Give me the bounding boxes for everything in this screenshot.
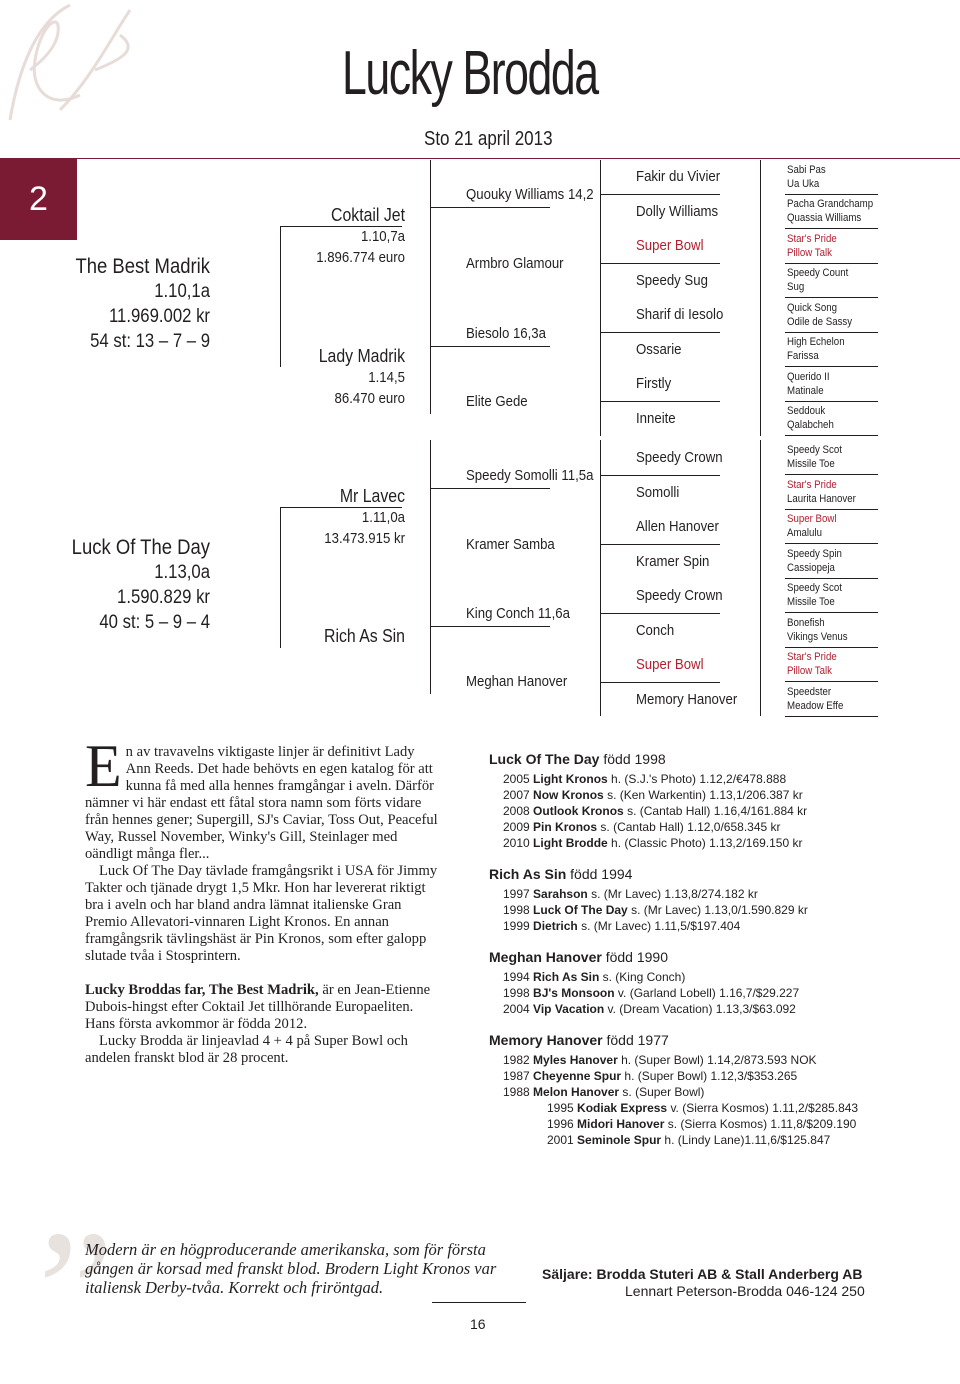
gen5-pair (787, 650, 837, 678)
gen5-sire: Star's Pride (787, 651, 837, 663)
produce-line (547, 1100, 929, 1116)
produce-heading (489, 866, 929, 882)
article-paragraph (85, 982, 440, 1033)
offspring-details: h. (Super Bowl) 1.12,3/$353.265 (624, 1069, 798, 1083)
gen4-horse: Super Bowl (636, 656, 704, 673)
offspring-name: Sarahson (533, 887, 588, 901)
offspring-year: 2001 (547, 1133, 574, 1147)
gen5-dam: Vikings Venus (787, 631, 848, 643)
pedigree-line (785, 474, 878, 475)
offspring-name: Light Kronos (533, 772, 608, 786)
offspring-details: v. (Dream Vacation) 1.13,3/$63.092 (607, 1002, 796, 1016)
seller-name: Säljare: Brodda Stuteri AB & Stall Anderberg AB (542, 1266, 863, 1282)
article-bold-lead: Lucky Broddas far, The Best Madrik, (85, 982, 319, 998)
pedigree-line (430, 440, 431, 694)
produce-line (503, 1084, 929, 1100)
offspring-name: Melon Hanover (533, 1085, 620, 1099)
produce-line (503, 918, 929, 934)
offspring-year: 1997 (503, 887, 530, 901)
horse-earnings: 1.896.774 euro (316, 249, 405, 266)
drop-cap: E (85, 733, 122, 799)
produce-line (503, 1068, 929, 1084)
produce-line (503, 787, 929, 803)
gen5-pair (787, 232, 837, 260)
offspring-name: Kodiak Express (577, 1101, 668, 1115)
produce-line (503, 902, 929, 918)
pedigree-line (785, 435, 878, 436)
gen3-horse: Quouky Williams 14,2 (466, 186, 594, 203)
offspring-name: BJ's Monsoon (533, 986, 615, 1000)
gen3-horse: Meghan Hanover (466, 673, 568, 690)
produce-heading (489, 1032, 929, 1048)
horse-record: 1.14,5 (368, 369, 405, 386)
gen4-horse: Sharif di Iesolo (636, 306, 724, 323)
pedigree-line (785, 401, 878, 402)
horse-earnings: 13.473.915 kr (324, 530, 405, 547)
offspring-name: Midori Hanover (577, 1117, 665, 1131)
gen5-sire: Speedster (787, 686, 832, 698)
gen4-horse: Kramer Spin (636, 553, 710, 570)
article-paragraph: n av travavelns viktigaste linjer är definitivt Lady Ann Reeds. Det hade behövts en egen katalog för att kunna få med alla hennes framgångar i aveln. Därför nämner vi här endast ett fåtal stora namn som förts vidare från hennes gener; Supergill, SJ's Caviar, Toss Out, Peaceful Way, Russel November, Winky's Gill, Steinlager med oändligt många fler... (85, 744, 438, 862)
header-divider (0, 158, 960, 159)
gen5-pair (787, 478, 856, 506)
pedigree-line (785, 543, 878, 544)
produce-line (503, 803, 929, 819)
offspring-year: 2008 (503, 804, 530, 818)
pedigree-line (785, 297, 878, 298)
seller-contact: Lennart Peterson-Brodda 046-124 250 (625, 1283, 865, 1299)
gen5-pair (787, 335, 845, 363)
pedigree-line (785, 681, 878, 682)
pedigree-line (430, 488, 550, 489)
offspring-year: 2007 (503, 788, 530, 802)
offspring-name: Light Brodde (533, 836, 608, 850)
offspring-name: Dietrich (533, 919, 578, 933)
pedigree-line (430, 626, 550, 627)
produce-line (547, 1132, 929, 1148)
sire-earnings: 11.969.002 kr (108, 306, 210, 327)
offspring-details: s. (Mr Lavec) 1.11,5/$197.404 (581, 919, 741, 933)
gen5-pair (787, 443, 842, 471)
gen4-horse: Allen Hanover (636, 518, 719, 535)
offspring-year: 1994 (503, 970, 530, 984)
produce-heading (489, 751, 929, 767)
sire-record: 1.10,1a (154, 281, 210, 302)
pedigree-line (785, 578, 878, 579)
offspring-year: 2005 (503, 772, 530, 786)
produce-line (503, 969, 929, 985)
gen5-dam: Qalabcheh (787, 419, 834, 431)
article-paragraph: Luck Of The Day tävlade framgångsrikt i USA för Jimmy Takter och tjänade drygt 1,5 Mkr. Hon har levererat riktigt bra i aveln och har bland andra lämnat italienske Gran Premio Allevatori-vinnaren Light Kronos. En annan framgångsrik tävlingshäst är Pin Kronos, som efter galopp slutade tvåa i Stosprintern. (85, 863, 438, 964)
pedigree-line (280, 226, 402, 227)
pedigree-line (760, 440, 761, 716)
produce-dam-name: Meghan Hanover (489, 949, 602, 965)
offspring-year: 1987 (503, 1069, 530, 1083)
article-text: är en Jean-Etienne Dubois-hingst efter Coktail Jet tillhörande Europaeliten. Hans första avkommor är födda 2012. (85, 982, 431, 1032)
gen4-horse: Speedy Sug (636, 272, 708, 289)
pedigree-line (430, 346, 550, 347)
gen5-sire: Speedy Scot (787, 582, 842, 594)
dam-name: Luck Of The Day (71, 536, 211, 559)
gen4-horse: Ossarie (636, 341, 682, 358)
gen5-sire: Speedy Count (787, 267, 849, 279)
sire-name: The Best Madrik (75, 255, 211, 278)
gen2-horse (295, 346, 405, 409)
pedigree-line (600, 194, 720, 195)
offspring-details: s. (Super Bowl) (622, 1085, 705, 1099)
produce-dam-born: född 1994 (570, 866, 633, 882)
pedigree-line (785, 263, 878, 264)
horse-record: 1.11,0a (361, 509, 405, 526)
produce-records (489, 751, 929, 1163)
gen4-horse: Firstly (636, 375, 672, 392)
produce-dam-name: Memory Hanover (489, 1032, 603, 1048)
pedigree-line (785, 716, 878, 717)
offspring-year: 1999 (503, 919, 530, 933)
gen5-sire: Querido II (787, 371, 830, 383)
pedigree-line (785, 509, 878, 510)
gen5-dam: Ua Uka (787, 178, 820, 190)
dam-earnings: 1.590.829 kr (117, 587, 210, 608)
offspring-year: 1982 (503, 1053, 530, 1067)
gen5-dam: Laurita Hanover (787, 493, 856, 505)
gen4-horse: Memory Hanover (636, 691, 738, 708)
gen5-dam: Quassia Williams (787, 212, 862, 224)
gen5-sire: Star's Pride (787, 233, 837, 245)
offspring-details: s. (King Conch) (602, 970, 686, 984)
gen2-horse (295, 205, 405, 268)
produce-line (503, 985, 929, 1001)
gen5-dam: Matinale (787, 385, 824, 397)
gen4-horse: Dolly Williams (636, 203, 719, 220)
gen5-sire: Sabi Pas (787, 164, 826, 176)
pedigree-line (785, 332, 878, 333)
produce-line (503, 1001, 929, 1017)
pedigree-line (600, 475, 720, 476)
produce-line (503, 819, 929, 835)
offspring-year: 1988 (503, 1085, 530, 1099)
pedigree-line (785, 194, 878, 195)
horse-name: Coktail Jet (331, 205, 405, 225)
gen5-pair (787, 547, 842, 575)
offspring-name: Luck Of The Day (533, 903, 628, 917)
offspring-name: Now Kronos (533, 788, 604, 802)
gen5-pair (787, 163, 826, 191)
gen5-dam: Missile Toe (787, 596, 835, 608)
offspring-name: Cheyenne Spur (533, 1069, 622, 1083)
produce-dam-born: född 1990 (605, 949, 668, 965)
horse-record: 1.10,7a (360, 228, 405, 245)
article-paragraph: Lucky Brodda är linjeavlad 4 + 4 på Super Bowl och andelen franskt blod är 28 procent. (85, 1033, 408, 1066)
pedigree-line (785, 228, 878, 229)
offspring-details: v. (Sierra Kosmos) 1.11,2/$285.843 (670, 1101, 859, 1115)
gen5-dam: Meadow Effe (787, 700, 844, 712)
pedigree-line (600, 401, 720, 402)
offspring-details: v. (Garland Lobell) 1.16,7/$29.227 (617, 986, 800, 1000)
pedigree-line (430, 207, 550, 208)
offspring-details: h. (Lindy Lane)1.11,6/$125.847 (664, 1133, 831, 1147)
offspring-details: h. (S.J.'s Photo) 1.12,2/€478.888 (611, 772, 787, 786)
gen5-sire: Seddouk (787, 405, 826, 417)
gen5-dam: Farissa (787, 350, 819, 362)
offspring-details: s. (Mr Lavec) 1.13,8/274.182 kr (591, 887, 758, 901)
gen5-dam: Pillow Talk (787, 665, 833, 677)
gen4-horse: Somolli (636, 484, 680, 501)
offspring-year: 1998 (503, 986, 530, 1000)
dam-starts: 40 st: 5 – 9 – 4 (99, 612, 210, 633)
pedigree-line (600, 160, 601, 436)
offspring-details: h. (Super Bowl) 1.14,2/873.593 NOK (621, 1053, 817, 1067)
produce-dam-born: född 1998 (603, 751, 666, 767)
dam-block (25, 535, 210, 635)
pedigree-line (600, 682, 720, 683)
offspring-name: Rich As Sin (533, 970, 600, 984)
offspring-details: s. (Sierra Kosmos) 1.11,8/$209.190 (667, 1117, 857, 1131)
pedigree-line (600, 440, 601, 716)
produce-section (489, 1032, 929, 1148)
pedigree-line (280, 507, 402, 508)
pedigree-line (430, 160, 431, 414)
gen5-pair (787, 266, 848, 294)
offspring-name: Outlook Kronos (533, 804, 624, 818)
gen5-dam: Cassiopeja (787, 562, 835, 574)
sire-block (25, 254, 210, 354)
horse-name: Mr Lavec (339, 486, 405, 506)
gen4-horse: Speedy Crown (636, 449, 723, 466)
offspring-name: Pin Kronos (533, 820, 598, 834)
horse-earnings: 86.470 euro (334, 390, 405, 407)
gen5-sire: Speedy Scot (787, 444, 842, 456)
gen5-dam: Odile de Sassy (787, 316, 853, 328)
gen4-horse: Fakir du Vivier (636, 168, 721, 185)
pedigree-line (280, 507, 281, 648)
horse-name: Lady Madrik (318, 346, 405, 366)
catalog-number-badge (0, 158, 77, 240)
offspring-year: 2009 (503, 820, 530, 834)
offspring-year: 2004 (503, 1002, 530, 1016)
gen4-horse: Inneite (636, 410, 676, 427)
gen5-pair (787, 581, 842, 609)
pedigree-line (785, 647, 878, 648)
offspring-details: s. (Mr Lavec) 1.13,0/1.590.829 kr (631, 903, 808, 917)
gen5-sire: Quick Song (787, 302, 838, 314)
gen5-pair (787, 370, 830, 398)
produce-dam-name: Rich As Sin (489, 866, 567, 882)
offspring-year: 1996 (547, 1117, 574, 1131)
gen3-horse: King Conch 11,6a (466, 605, 570, 622)
pedigree-line (280, 226, 281, 367)
gen5-sire: Pacha Grandchamp (787, 198, 874, 210)
gen4-horse: Super Bowl (636, 237, 704, 254)
gen5-pair (787, 197, 873, 225)
gen3-horse: Elite Gede (466, 393, 528, 410)
pedigree-line (600, 613, 720, 614)
catalog-number: 2 (29, 179, 48, 218)
gen2-horse (295, 486, 405, 549)
gen5-dam: Missile Toe (787, 458, 835, 470)
page-divider (432, 1302, 526, 1303)
gen3-horse: Biesolo 16,3a (466, 325, 546, 342)
gen5-sire: High Echelon (787, 336, 845, 348)
gen3-horse: Armbro Glamour (466, 255, 564, 272)
gen5-dam: Amalulu (787, 527, 822, 539)
gen5-pair (787, 404, 834, 432)
gen5-pair (787, 685, 843, 713)
offspring-year: 2010 (503, 836, 530, 850)
pedigree-line (785, 366, 878, 367)
gen5-pair (787, 301, 852, 329)
produce-line (503, 835, 929, 851)
pedigree-line (600, 544, 720, 545)
offspring-details: h. (Classic Photo) 1.13,2/169.150 kr (611, 836, 803, 850)
produce-line (503, 1052, 929, 1068)
page-title: Lucky Brodda (342, 39, 598, 108)
pull-quote: Modern är en högproducerande amerikanska, som för första gången är korsad med franskt blod. Brodern Light Kronos var italiensk Derby-tvåa. Korrekt och friröntgad. (85, 1240, 497, 1297)
produce-dam-name: Luck Of The Day (489, 751, 600, 767)
sale-date: Sto 21 april 2013 (424, 128, 553, 150)
gen5-sire: Bonefish (787, 617, 825, 629)
produce-line (503, 771, 929, 787)
gen5-sire: Star's Pride (787, 479, 837, 491)
sire-starts: 54 st: 13 – 7 – 9 (90, 331, 210, 352)
produce-section (489, 751, 929, 851)
offspring-details: s. (Cantab Hall) 1.16,4/161.884 kr (627, 804, 808, 818)
offspring-details: s. (Cantab Hall) 1.12,0/658.345 kr (600, 820, 781, 834)
dam-record: 1.13,0a (154, 562, 210, 583)
produce-line (503, 886, 929, 902)
produce-section (489, 866, 929, 934)
pedigree-line (600, 263, 720, 264)
gen5-dam: Pillow Talk (787, 247, 833, 259)
offspring-year: 1995 (547, 1101, 574, 1115)
produce-heading (489, 949, 929, 965)
horse-name: Rich As Sin (323, 626, 405, 646)
gen5-pair (787, 616, 848, 644)
quote-mark-icon: ” (38, 1196, 114, 1384)
offspring-year: 1998 (503, 903, 530, 917)
pedigree-line (760, 160, 761, 436)
gen4-horse: Conch (636, 622, 675, 639)
gen3-horse: Speedy Somolli 11,5a (466, 467, 594, 484)
offspring-details: s. (Ken Warkentin) 1.13,1/206.387 kr (607, 788, 803, 802)
pedigree-line (600, 332, 720, 333)
gen5-pair (787, 512, 837, 540)
pedigree-line (785, 612, 878, 613)
gen3-horse: Kramer Samba (466, 536, 555, 553)
offspring-name: Myles Hanover (533, 1053, 618, 1067)
produce-section (489, 949, 929, 1017)
monogram-logo (0, 0, 150, 130)
produce-line (547, 1116, 929, 1132)
offspring-name: Seminole Spur (577, 1133, 662, 1147)
gen5-dam: Sug (787, 281, 805, 293)
gen4-horse: Speedy Crown (636, 587, 723, 604)
gen2-horse (295, 626, 405, 647)
gen5-sire: Speedy Spin (787, 548, 842, 560)
gen5-sire: Super Bowl (787, 513, 837, 525)
produce-dam-born: född 1977 (606, 1032, 669, 1048)
offspring-name: Vip Vacation (533, 1002, 605, 1016)
page-number: 16 (470, 1316, 486, 1332)
article-body (85, 733, 440, 1067)
